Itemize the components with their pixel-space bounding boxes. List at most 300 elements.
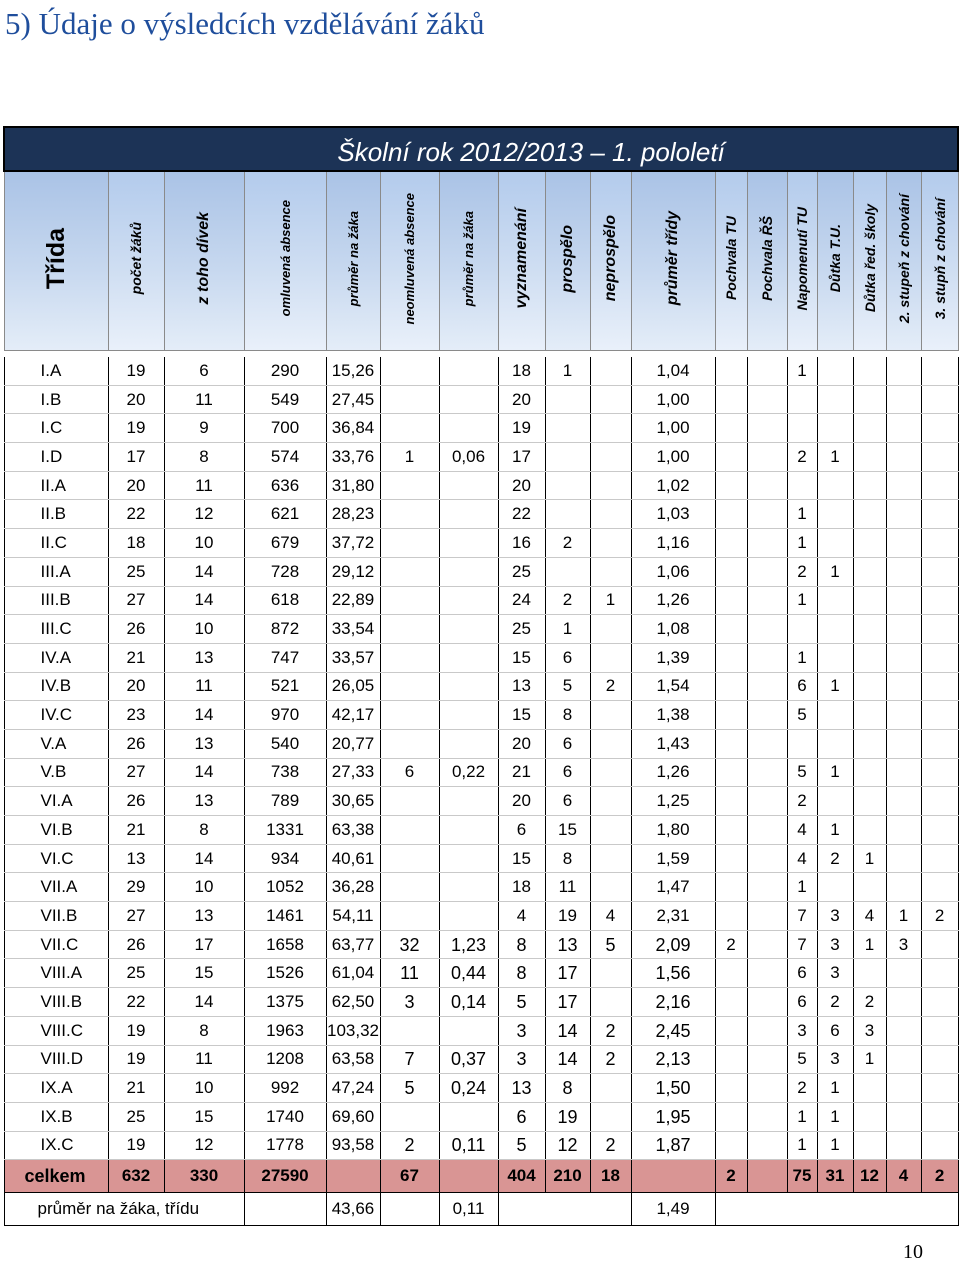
table-cell: 2	[853, 988, 886, 1017]
table-cell	[439, 729, 498, 758]
table-cell: 6	[164, 357, 244, 385]
table-cell: 8	[164, 816, 244, 845]
table-cell: 14	[545, 1016, 590, 1045]
table-cell	[715, 988, 747, 1017]
table-cell: 15	[498, 844, 545, 873]
table-cell	[747, 959, 787, 988]
table-cell: 521	[244, 672, 326, 701]
table-cell: 54,11	[326, 902, 380, 931]
table-cell	[715, 1045, 747, 1074]
table-cell	[244, 1193, 326, 1226]
class-name-cell: V.B	[4, 758, 108, 787]
table-cell	[590, 816, 631, 845]
table-cell	[439, 615, 498, 644]
table-cell	[590, 471, 631, 500]
table-cell: 15	[545, 816, 590, 845]
table-cell: 0,06	[439, 443, 498, 472]
table-cell	[853, 471, 886, 500]
table-cell: 12	[545, 1131, 590, 1160]
table-cell	[380, 816, 439, 845]
table-cell: 10	[164, 529, 244, 558]
table-cell	[590, 873, 631, 902]
table-cell: 1,38	[631, 701, 715, 730]
table-cell: 14	[545, 1045, 590, 1074]
table-cell: 28,23	[326, 500, 380, 529]
table-cell: 1,56	[631, 959, 715, 988]
table-cell	[747, 787, 787, 816]
table-cell	[590, 414, 631, 443]
total-cell	[747, 1160, 787, 1193]
table-row	[4, 1016, 958, 1045]
table-cell	[747, 672, 787, 701]
table-row	[4, 988, 958, 1017]
class-name-cell: IV.C	[4, 701, 108, 730]
table-cell: 3	[853, 1016, 886, 1045]
table-cell: 19	[545, 902, 590, 931]
table-cell	[380, 1193, 439, 1226]
table-cell: 17	[545, 988, 590, 1017]
average-row	[4, 1193, 958, 1226]
table-cell	[921, 672, 958, 701]
table-cell: 1,00	[631, 443, 715, 472]
table-cell: 63,38	[326, 816, 380, 845]
table-cell	[715, 729, 747, 758]
table-cell: 30,65	[326, 787, 380, 816]
table-cell	[715, 1193, 958, 1226]
table-cell: 19	[108, 1045, 164, 1074]
table-cell	[921, 500, 958, 529]
table-cell: 7	[787, 902, 817, 931]
table-cell: 3	[817, 959, 853, 988]
table-cell: 1375	[244, 988, 326, 1017]
table-cell	[921, 844, 958, 873]
table-cell: 21	[108, 1074, 164, 1103]
table-cell	[590, 844, 631, 873]
total-cell: 2	[715, 1160, 747, 1193]
table-cell: 27,45	[326, 385, 380, 414]
table-cell: 1,02	[631, 471, 715, 500]
table-cell	[590, 500, 631, 529]
table-cell: 11	[164, 672, 244, 701]
table-cell: 13	[108, 844, 164, 873]
table-cell: 1963	[244, 1016, 326, 1045]
table-cell: 1526	[244, 959, 326, 988]
table-cell: 747	[244, 643, 326, 672]
table-cell: 1,59	[631, 844, 715, 873]
table-cell	[886, 385, 921, 414]
table-cell	[853, 557, 886, 586]
table-cell: 1,08	[631, 615, 715, 644]
table-cell	[545, 385, 590, 414]
table-cell: 12	[164, 1131, 244, 1160]
results-table	[3, 126, 959, 1226]
class-name-cell: VIII.D	[4, 1045, 108, 1074]
table-cell: 5	[590, 930, 631, 959]
table-cell: 2,16	[631, 988, 715, 1017]
table-cell: 69,60	[326, 1102, 380, 1131]
table-cell: 19	[545, 1102, 590, 1131]
table-cell: 33,54	[326, 615, 380, 644]
table-cell: 21	[108, 816, 164, 845]
table-cell: 20	[498, 385, 545, 414]
table-cell	[853, 959, 886, 988]
class-name-cell: VII.C	[4, 930, 108, 959]
table-cell	[715, 844, 747, 873]
table-cell: 1	[817, 557, 853, 586]
table-cell	[921, 1102, 958, 1131]
table-cell: 18	[498, 357, 545, 385]
table-cell	[380, 643, 439, 672]
table-cell: 42,17	[326, 701, 380, 730]
table-cell	[590, 357, 631, 385]
table-cell: 540	[244, 729, 326, 758]
table-cell: 63,77	[326, 930, 380, 959]
table-cell: 25	[498, 557, 545, 586]
table-cell: 6	[787, 988, 817, 1017]
table-cell: 4	[498, 902, 545, 931]
table-cell	[590, 959, 631, 988]
table-cell: 1,26	[631, 586, 715, 615]
table-cell	[853, 529, 886, 558]
table-cell: 1	[787, 357, 817, 385]
table-cell: 20	[108, 385, 164, 414]
table-cell	[715, 902, 747, 931]
table-cell	[853, 787, 886, 816]
table-cell	[380, 873, 439, 902]
table-cell: 6	[498, 816, 545, 845]
total-cell: 27590	[244, 1160, 326, 1193]
table-cell: 1	[853, 844, 886, 873]
table-cell: 14	[164, 758, 244, 787]
table-cell: 36,84	[326, 414, 380, 443]
table-cell: 0,11	[439, 1131, 498, 1160]
table-cell	[853, 414, 886, 443]
table-cell: 36,28	[326, 873, 380, 902]
table-cell	[921, 758, 958, 787]
table-cell	[787, 615, 817, 644]
table-cell	[747, 816, 787, 845]
table-cell: 4	[787, 816, 817, 845]
table-cell: 11	[545, 873, 590, 902]
table-cell: 19	[108, 357, 164, 385]
table-cell	[921, 1074, 958, 1103]
table-cell: 2	[921, 902, 958, 931]
table-cell	[747, 414, 787, 443]
table-row	[4, 930, 958, 959]
table-cell	[590, 615, 631, 644]
table-cell: 5	[545, 672, 590, 701]
table-cell: 1,03	[631, 500, 715, 529]
total-label: celkem	[4, 1160, 108, 1193]
table-cell	[921, 1016, 958, 1045]
table-cell: 21	[108, 643, 164, 672]
table-row	[4, 844, 958, 873]
table-cell	[921, 787, 958, 816]
table-cell: 2,13	[631, 1045, 715, 1074]
table-cell: 1331	[244, 816, 326, 845]
table-cell	[817, 529, 853, 558]
table-cell: 6	[498, 1102, 545, 1131]
table-cell: 2	[787, 443, 817, 472]
table-cell	[590, 729, 631, 758]
table-cell: 8	[164, 443, 244, 472]
table-row	[4, 1045, 958, 1074]
table-cell: 7	[380, 1045, 439, 1074]
table-cell: 20	[108, 471, 164, 500]
table-cell: 13	[164, 729, 244, 758]
table-cell	[921, 930, 958, 959]
table-cell	[921, 443, 958, 472]
table-cell	[886, 357, 921, 385]
class-name-cell: VI.C	[4, 844, 108, 873]
table-cell: 1,80	[631, 816, 715, 845]
table-cell: 1,26	[631, 758, 715, 787]
table-cell: 1	[787, 1131, 817, 1160]
table-cell: 738	[244, 758, 326, 787]
table-cell: 5	[498, 1131, 545, 1160]
table-cell: 1740	[244, 1102, 326, 1131]
table-cell: 13	[164, 902, 244, 931]
table-cell	[439, 873, 498, 902]
table-cell: 14	[164, 586, 244, 615]
total-cell	[439, 1160, 498, 1193]
table-cell: 8	[545, 844, 590, 873]
table-cell: 15	[164, 959, 244, 988]
column-header: průměr na žáka	[326, 171, 380, 351]
table-row	[4, 586, 958, 615]
table-cell: 22	[498, 500, 545, 529]
total-cell: 632	[108, 1160, 164, 1193]
table-cell	[886, 615, 921, 644]
class-name-cell: IX.C	[4, 1131, 108, 1160]
table-cell	[817, 500, 853, 529]
table-cell: 19	[108, 1131, 164, 1160]
column-header: Důtka T.U.	[817, 171, 853, 351]
table-cell: 6	[787, 959, 817, 988]
table-cell: 2	[590, 1131, 631, 1160]
table-row	[4, 357, 958, 385]
column-header: prospělo	[545, 171, 590, 351]
table-cell: 9	[164, 414, 244, 443]
table-cell	[715, 385, 747, 414]
table-cell	[715, 529, 747, 558]
total-cell: 75	[787, 1160, 817, 1193]
table-cell: 8	[545, 701, 590, 730]
table-cell	[787, 385, 817, 414]
table-cell	[787, 729, 817, 758]
table-cell	[921, 357, 958, 385]
table-cell	[439, 816, 498, 845]
class-name-cell: III.A	[4, 557, 108, 586]
table-cell: 23	[108, 701, 164, 730]
table-row	[4, 701, 958, 730]
table-cell	[853, 643, 886, 672]
table-cell	[715, 1131, 747, 1160]
class-name-cell: VI.B	[4, 816, 108, 845]
table-cell: 22,89	[326, 586, 380, 615]
class-name-cell: IV.A	[4, 643, 108, 672]
table-cell	[921, 959, 958, 988]
table-cell: 1	[787, 1102, 817, 1131]
table-cell: 25	[498, 615, 545, 644]
table-cell: 574	[244, 443, 326, 472]
table-cell	[886, 729, 921, 758]
total-cell: 67	[380, 1160, 439, 1193]
table-cell	[715, 586, 747, 615]
table-cell	[817, 787, 853, 816]
table-cell	[715, 615, 747, 644]
table-row	[4, 1074, 958, 1103]
table-cell: 618	[244, 586, 326, 615]
table-cell	[817, 729, 853, 758]
table-cell: 6	[787, 672, 817, 701]
table-cell: 33,76	[326, 443, 380, 472]
table-row	[4, 1131, 958, 1160]
table-cell: 5	[787, 701, 817, 730]
table-cell: 789	[244, 787, 326, 816]
table-cell	[886, 1102, 921, 1131]
table-row	[4, 500, 958, 529]
total-cell: 330	[164, 1160, 244, 1193]
table-cell: 1	[817, 1074, 853, 1103]
table-cell: 8	[164, 1016, 244, 1045]
table-cell	[545, 414, 590, 443]
table-cell	[439, 500, 498, 529]
table-cell: 1,39	[631, 643, 715, 672]
table-cell: 18	[108, 529, 164, 558]
table-cell	[747, 701, 787, 730]
table-cell	[886, 1074, 921, 1103]
table-cell	[886, 643, 921, 672]
table-row	[4, 873, 958, 902]
table-cell	[590, 701, 631, 730]
table-cell: 1	[787, 873, 817, 902]
table-cell: 31,80	[326, 471, 380, 500]
average-label: průměr na žáka, třídu	[4, 1193, 244, 1226]
table-cell: 24	[498, 586, 545, 615]
table-cell: 679	[244, 529, 326, 558]
table-cell	[817, 357, 853, 385]
table-cell	[886, 529, 921, 558]
table-row	[4, 787, 958, 816]
table-cell: 17	[498, 443, 545, 472]
class-name-cell: VII.A	[4, 873, 108, 902]
table-cell	[545, 443, 590, 472]
column-header: počet žáků	[108, 171, 164, 351]
table-cell: 1,87	[631, 1131, 715, 1160]
table-cell	[439, 902, 498, 931]
table-cell: 1778	[244, 1131, 326, 1160]
column-header-row	[4, 171, 958, 351]
table-cell	[380, 586, 439, 615]
table-cell: 1,47	[631, 873, 715, 902]
table-cell: 7	[787, 930, 817, 959]
table-row	[4, 816, 958, 845]
table-cell: 10	[164, 615, 244, 644]
table-cell	[380, 557, 439, 586]
table-cell	[715, 873, 747, 902]
column-header: 2. stupeň z chování	[886, 171, 921, 351]
table-cell	[380, 672, 439, 701]
table-row	[4, 414, 958, 443]
table-cell: 20	[498, 729, 545, 758]
table-cell: 8	[498, 959, 545, 988]
table-cell	[380, 529, 439, 558]
table-cell: 1	[787, 643, 817, 672]
table-cell	[853, 672, 886, 701]
class-name-cell: V.A	[4, 729, 108, 758]
table-cell	[886, 443, 921, 472]
table-cell	[439, 1016, 498, 1045]
table-cell: 1	[886, 902, 921, 931]
table-cell	[439, 1102, 498, 1131]
average-absence-cell: 43,66	[326, 1193, 380, 1226]
table-cell	[715, 557, 747, 586]
table-cell	[715, 471, 747, 500]
table-cell: 1,23	[439, 930, 498, 959]
table-cell	[886, 586, 921, 615]
table-cell: 17	[108, 443, 164, 472]
column-header: neprospělo	[590, 171, 631, 351]
table-cell	[747, 357, 787, 385]
table-cell: 1	[853, 930, 886, 959]
table-cell	[590, 758, 631, 787]
table-cell	[921, 586, 958, 615]
table-cell: 47,24	[326, 1074, 380, 1103]
table-cell	[590, 557, 631, 586]
table-cell	[715, 1074, 747, 1103]
table-cell: 1	[380, 443, 439, 472]
table-cell	[853, 758, 886, 787]
table-cell: 1	[817, 816, 853, 845]
table-cell	[886, 988, 921, 1017]
table-cell: 13	[164, 787, 244, 816]
table-cell	[747, 1045, 787, 1074]
table-cell: 1,54	[631, 672, 715, 701]
table-cell	[747, 873, 787, 902]
table-cell	[921, 385, 958, 414]
class-name-cell: VIII.C	[4, 1016, 108, 1045]
table-cell: 2	[590, 1016, 631, 1045]
table-cell: 22	[108, 500, 164, 529]
table-cell: 4	[590, 902, 631, 931]
table-cell: 40,61	[326, 844, 380, 873]
total-cell: 31	[817, 1160, 853, 1193]
table-cell	[715, 959, 747, 988]
table-cell: 992	[244, 1074, 326, 1103]
table-cell: 3	[886, 930, 921, 959]
table-cell	[921, 557, 958, 586]
table-cell	[380, 615, 439, 644]
table-cell: 62,50	[326, 988, 380, 1017]
page-number: 10	[903, 1241, 923, 1263]
total-cell: 4	[886, 1160, 921, 1193]
table-cell: 290	[244, 357, 326, 385]
table-cell: 1	[787, 500, 817, 529]
table-cell	[715, 758, 747, 787]
table-cell: 10	[164, 1074, 244, 1103]
table-cell	[747, 529, 787, 558]
table-cell	[545, 557, 590, 586]
table-cell	[817, 414, 853, 443]
table-cell: 19	[108, 414, 164, 443]
table-row	[4, 672, 958, 701]
table-cell: 13	[164, 643, 244, 672]
table-cell	[380, 787, 439, 816]
table-cell	[817, 586, 853, 615]
table-cell: 22	[108, 988, 164, 1017]
column-header: 3. stupň z chování	[921, 171, 958, 351]
